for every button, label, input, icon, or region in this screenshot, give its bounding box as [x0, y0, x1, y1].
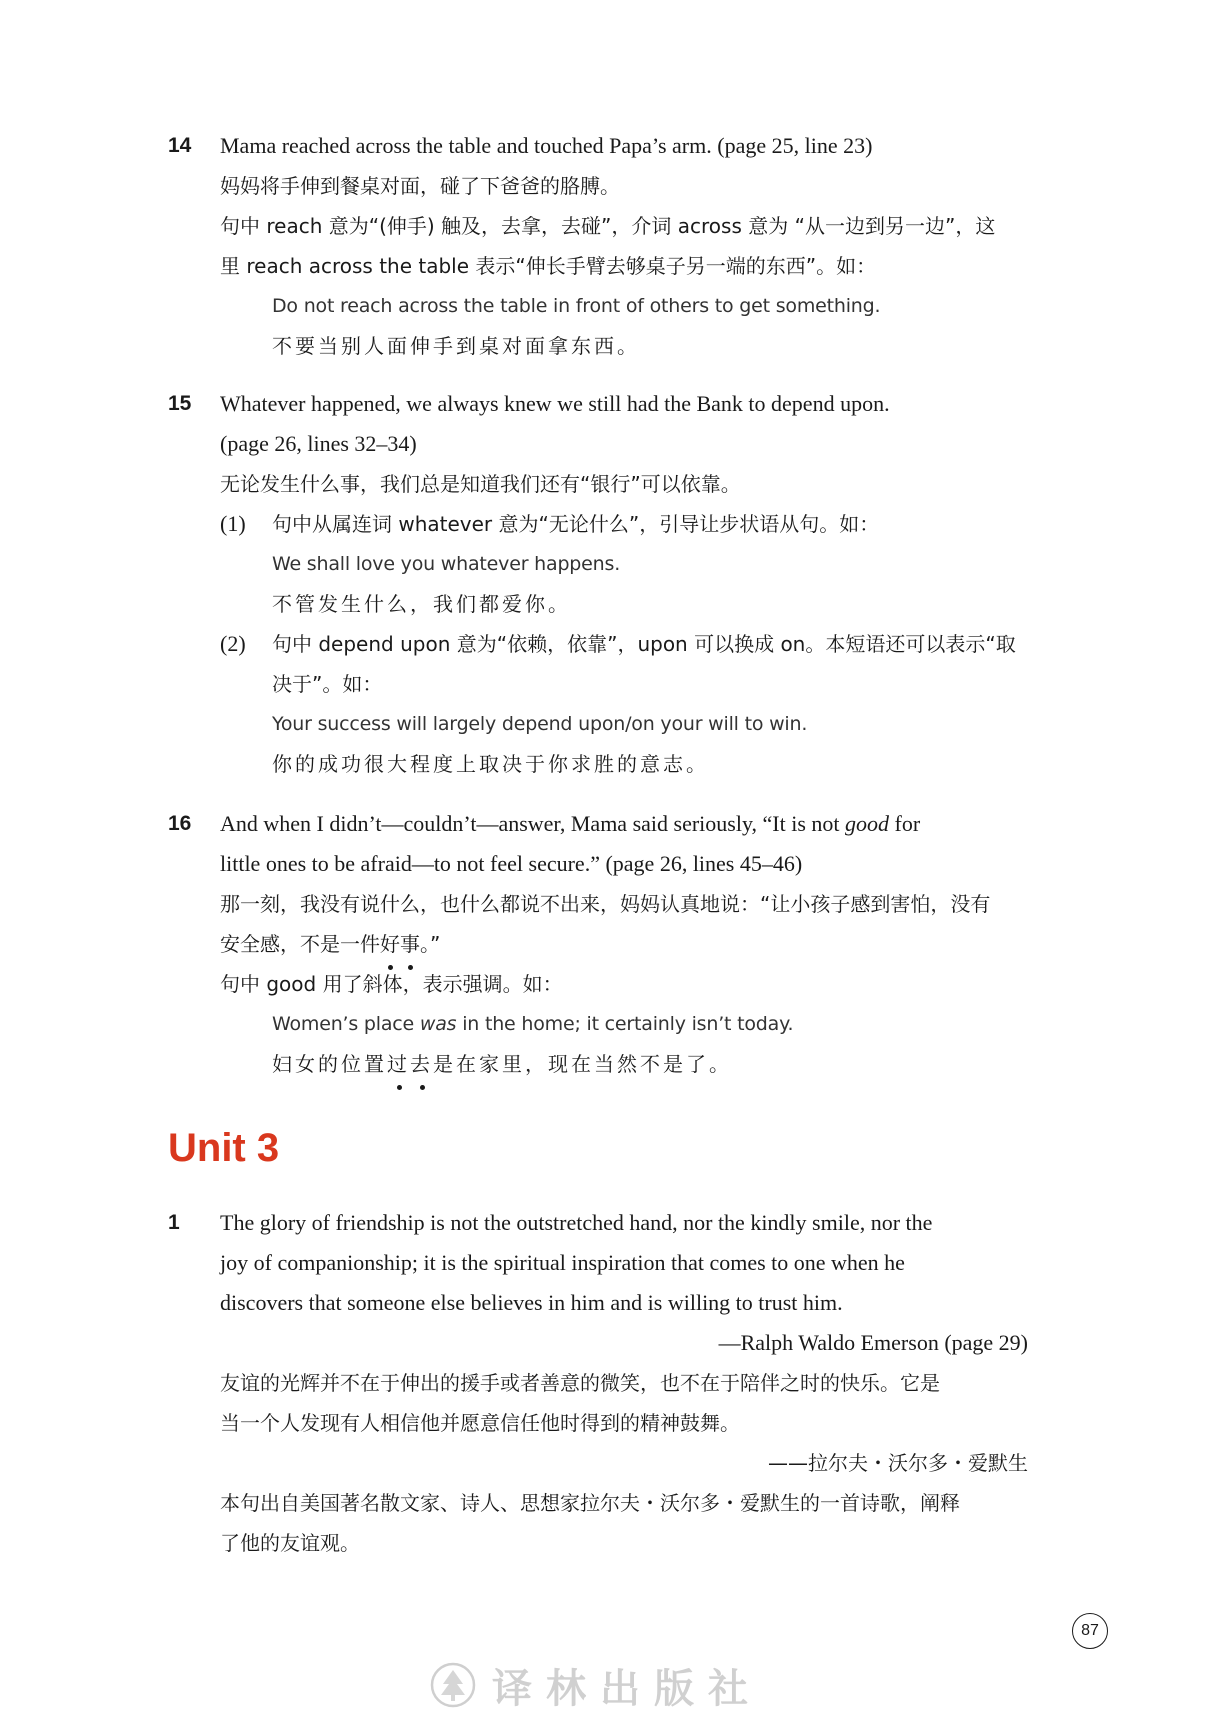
note-entry-16	[168, 804, 1028, 1084]
explanation-line: 句中 good 用了斜体，表示强调。如：	[220, 972, 563, 996]
translation: 那一刻，我没有说什么，也什么都说不出来，妈妈认真地说：“让小孩子感到害怕，没有	[220, 892, 991, 916]
translation: 妈妈将手伸到餐桌对面，碰了下爸爸的胳膊。	[220, 174, 620, 198]
text-segment: And when I didn’t—couldn’t—answer, Mama said seriously, “It is not	[220, 811, 846, 836]
translation: 当一个人发现有人相信他并愿意信任他时得到的精神鼓舞。	[220, 1411, 740, 1435]
subpoint-2	[220, 624, 1028, 784]
text-segment: in the home; it certainly isn’t today.	[456, 1013, 794, 1035]
entry-number: 14	[168, 134, 192, 157]
emphasis-dotted-char: 好	[380, 924, 400, 964]
text-segment: Women’s place	[272, 1013, 420, 1035]
explanation-line: 了他的友谊观。	[220, 1531, 360, 1555]
explanation-line: 句中 depend upon 意为“依赖，依靠”，upon 可以换成 on。本短语还可以表示“取	[272, 632, 1016, 656]
note-entry-unit3-1	[168, 1203, 1028, 1563]
entry-number: 1	[168, 1211, 180, 1234]
example-english: We shall love you whatever happens.	[272, 553, 621, 575]
subpoint-label: (1)	[220, 511, 246, 536]
example-english: Do not reach across the table in front of others to get something.	[272, 295, 881, 317]
text-segment: 是在家里，现在当然不是了。	[433, 1052, 732, 1076]
text-segment: 妇女的位置	[272, 1052, 387, 1076]
source-reference: (page 26, lines 32–34)	[220, 431, 417, 456]
quote-line: joy of companionship; it is the spiritual inspiration that comes to one when he	[220, 1250, 905, 1275]
subpoint-label: (2)	[220, 631, 246, 656]
emphasis-dotted-char: 过	[387, 1044, 410, 1084]
emphasis-dotted-char: 去	[410, 1044, 433, 1084]
quote-line: The glory of friendship is not the outstretched hand, nor the kindly smile, nor the	[220, 1210, 933, 1235]
emphasis-dotted-char: 事	[400, 924, 420, 964]
subpoint-1	[220, 504, 1028, 624]
source-sentence: Mama reached across the table and touched Papa’s arm. (page 25, line 23)	[220, 133, 873, 158]
text-segment: 。”	[420, 932, 441, 956]
example-chinese: 不管发生什么，我们都爱你。	[272, 592, 571, 616]
quote-attribution-zh: ——拉尔夫・沃尔多・爱默生	[768, 1451, 1028, 1475]
text-segment: for	[889, 811, 921, 836]
emphasized-word: was	[419, 1013, 457, 1035]
source-sentence: little ones to be afraid—to not feel secure.” (page 26, lines 45–46)	[220, 851, 803, 876]
page-number: 87	[1072, 1613, 1108, 1649]
example-chinese	[272, 1044, 1028, 1084]
explanation-line: 决于”。如：	[272, 672, 383, 696]
publisher-logo-icon	[430, 1662, 476, 1708]
quote-line: discovers that someone else believes in him and is willing to trust him.	[220, 1290, 843, 1315]
translation	[220, 924, 1028, 964]
source-sentence	[220, 804, 1028, 844]
example-chinese: 不要当别人面伸手到桌对面拿东西。	[272, 334, 640, 358]
example-chinese: 你的成功很大程度上取决于你求胜的意志。	[272, 752, 709, 776]
example-english: Your success will largely depend upon/on your will to win.	[272, 713, 808, 735]
publisher-name: 译林出版社	[492, 1664, 762, 1712]
explanation-line: 里 reach across the table 表示“伸长手臂去够桌子另一端的东西”。如：	[220, 254, 877, 278]
note-entry-15	[168, 384, 1028, 784]
explanation-line: 本句出自美国著名散文家、诗人、思想家拉尔夫・沃尔多・爱默生的一首诗歌，阐释	[220, 1491, 960, 1515]
translation: 无论发生什么事，我们总是知道我们还有“银行”可以依靠。	[220, 472, 741, 496]
unit-heading: Unit 3	[168, 1126, 280, 1170]
publisher-footer	[430, 1655, 762, 1715]
example-english	[272, 1004, 1028, 1044]
entry-number: 16	[168, 812, 192, 835]
translation: 友谊的光辉并不在于伸出的援手或者善意的微笑，也不在于陪伴之时的快乐。它是	[220, 1371, 940, 1395]
explanation-line: 句中 reach 意为“(伸手) 触及，去拿，去碰”，介词 across 意为 “从一边到另一边”，这	[220, 214, 996, 238]
quote-attribution: —Ralph Waldo Emerson (page 29)	[718, 1330, 1028, 1355]
emphasized-word: good	[845, 811, 890, 836]
note-entry-14	[168, 126, 1028, 366]
source-sentence: Whatever happened, we always knew we still had the Bank to depend upon.	[220, 391, 890, 416]
explanation-line: 句中从属连词 whatever 意为“无论什么”，引导让步状语从句。如：	[272, 512, 880, 536]
text-segment: 安全感，不是一件	[220, 932, 380, 956]
entry-number: 15	[168, 392, 192, 415]
